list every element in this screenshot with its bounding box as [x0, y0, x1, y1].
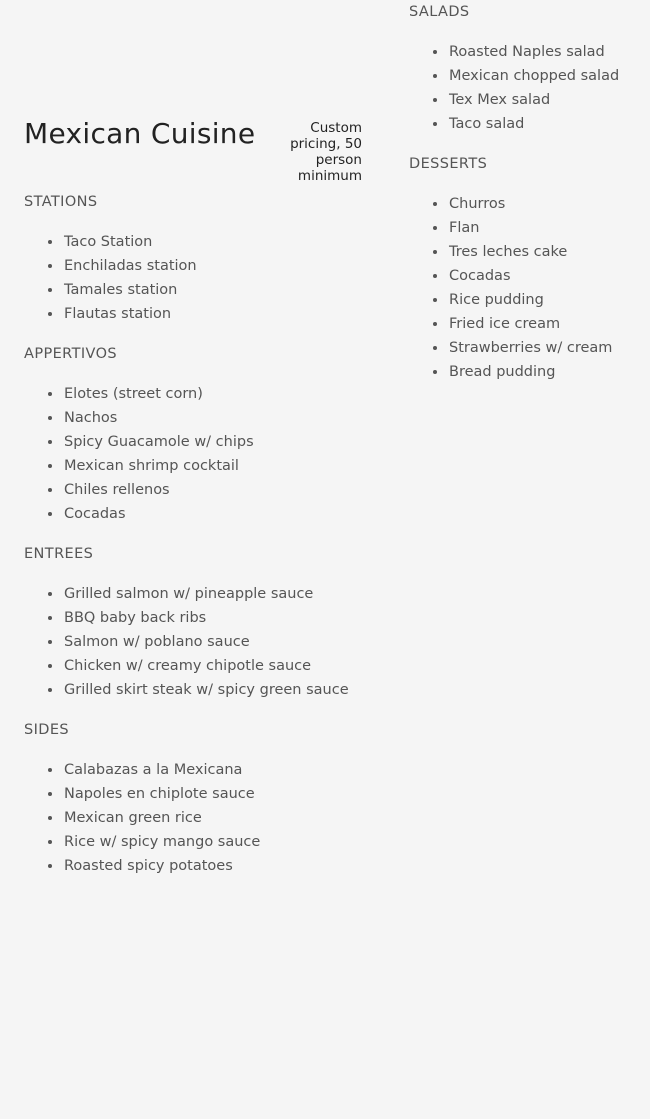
menu-right-column [409, 0, 639, 400]
section-heading-entrees: ENTREES [24, 546, 94, 562]
menu-item: Rice w/ spicy mango sauce [64, 830, 362, 854]
section-sides [24, 718, 362, 878]
menu-item: Tamales station [64, 278, 362, 302]
menu-item: Napoles en chiplote sauce [64, 782, 362, 806]
menu-item: Churros [449, 192, 639, 216]
menu-item: Roasted Naples salad [449, 40, 639, 64]
menu-item: Grilled skirt steak w/ spicy green sauce [64, 678, 362, 702]
menu-item: Fried ice cream [449, 312, 639, 336]
salads-list [409, 40, 639, 136]
section-appertivos [24, 342, 362, 526]
menu-item: Mexican chopped salad [449, 64, 639, 88]
menu-item: BBQ baby back ribs [64, 606, 362, 630]
section-heading-stations: STATIONS [24, 194, 98, 210]
menu-item: Grilled salmon w/ pineapple sauce [64, 582, 362, 606]
menu-item: Chiles rellenos [64, 478, 362, 502]
desserts-list [409, 192, 639, 384]
entrees-list [24, 582, 362, 702]
menu-item: Elotes (street corn) [64, 382, 362, 406]
menu-item: Calabazas a la Mexicana [64, 758, 362, 782]
menu-title: Mexican Cuisine [24, 117, 256, 150]
section-salads [409, 0, 639, 136]
menu-item: Strawberries w/ cream [449, 336, 639, 360]
menu-item: Cocadas [64, 502, 362, 526]
menu-item: Taco salad [449, 112, 639, 136]
section-heading-appertivos: APPERTIVOS [24, 346, 118, 362]
menu-header [24, 0, 362, 190]
menu-item: Salmon w/ poblano sauce [64, 630, 362, 654]
menu-item: Enchiladas station [64, 254, 362, 278]
appertivos-list [24, 382, 362, 526]
section-stations [24, 190, 362, 326]
sides-list [24, 758, 362, 878]
menu-item: Chicken w/ creamy chipotle sauce [64, 654, 362, 678]
menu-item: Cocadas [449, 264, 639, 288]
menu-item: Spicy Guacamole w/ chips [64, 430, 362, 454]
section-heading-salads: SALADS [409, 4, 470, 20]
section-entrees [24, 542, 362, 702]
menu-item: Taco Station [64, 230, 362, 254]
menu-item: Tex Mex salad [449, 88, 639, 112]
stations-list [24, 230, 362, 326]
menu-item: Nachos [64, 406, 362, 430]
menu-pricing-note: Custom pricing, 50 person minimum [290, 120, 362, 184]
menu-item: Mexican green rice [64, 806, 362, 830]
section-desserts [409, 152, 639, 384]
section-heading-desserts: DESSERTS [409, 156, 488, 172]
section-heading-sides: SIDES [24, 722, 70, 738]
menu-item: Rice pudding [449, 288, 639, 312]
menu-item: Mexican shrimp cocktail [64, 454, 362, 478]
menu-item: Roasted spicy potatoes [64, 854, 362, 878]
menu-left-column [24, 0, 362, 894]
menu-item: Bread pudding [449, 360, 639, 384]
menu-item: Flautas station [64, 302, 362, 326]
menu-item: Tres leches cake [449, 240, 639, 264]
menu-item: Flan [449, 216, 639, 240]
